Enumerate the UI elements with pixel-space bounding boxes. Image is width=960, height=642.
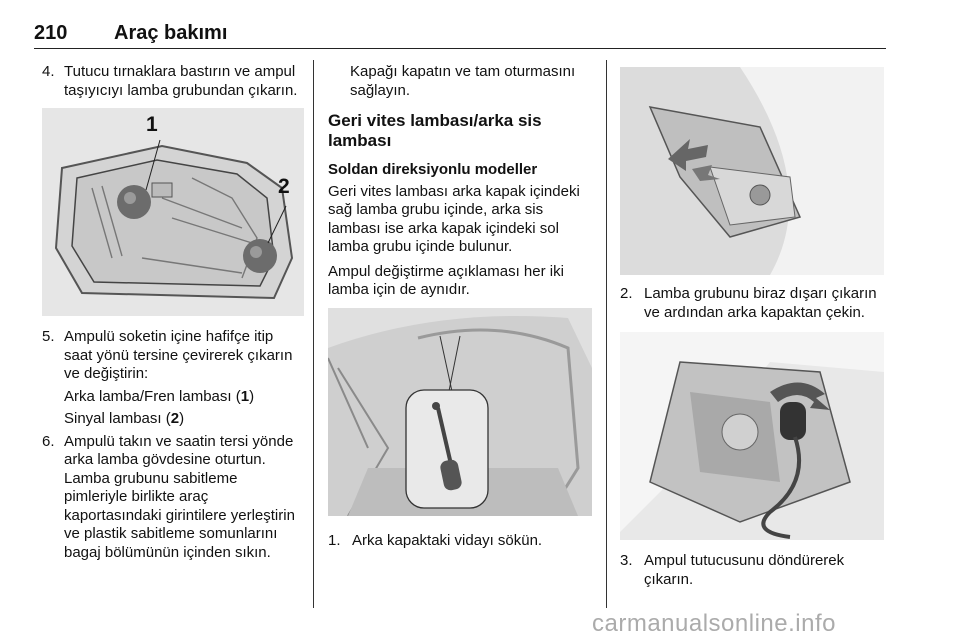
sub-item-1: Arka lamba/Fren lambası (1): [64, 387, 255, 405]
step-4: 4. Tutucu tırnaklara bastırın ve ampul taşıyıcıyı lamba grubundan çıkarın.: [42, 63, 298, 99]
paragraph-1: Geri vites lambası arka kapak içindeki sağ lamba grubu içinde, arka sis lambası ise arka kapak içindeki sol lamba grubu içinde bulunur.: [328, 182, 580, 255]
watermark: carmanualsonline.info: [592, 610, 836, 637]
page-header: [34, 22, 886, 49]
step-1: 1. Arka kapaktaki vidayı sökün.: [328, 531, 543, 549]
step-3: 3. Ampul tutucusunu döndürerek çıkarın.: [620, 552, 845, 588]
subheading: Soldan direksiyonlu modeller: [328, 161, 538, 178]
column-divider: [606, 60, 607, 608]
column-1: [42, 63, 304, 562]
column-3: [620, 63, 886, 589]
figure-tailgate-screw: [328, 308, 592, 516]
column-2: [328, 63, 594, 550]
figure-bulb-holder: [620, 332, 884, 540]
step-2: 2. Lamba grubunu biraz dışarı çıkarın ve ardından arka kapaktan çekin.: [620, 285, 877, 321]
figure-callout-1: 1: [146, 113, 158, 136]
column-divider: [313, 60, 314, 608]
continued-text: Kapağı kapatın ve tam oturmasını sağlayın.: [350, 63, 576, 99]
step-5: 5. Ampulü soketin içine hafifçe itip saat yönü tersine çevirerek çıkarın ve değiştirin:: [42, 328, 293, 382]
sub-item-2: Sinyal lambası (2): [64, 410, 185, 427]
section-heading: Geri vites lambası/arka sis lambası: [328, 111, 542, 150]
figure-callout-2: 2: [278, 175, 290, 198]
figure-bulb-carrier: [42, 108, 304, 316]
figure-lamp-removal: [620, 67, 884, 275]
page-number: 210: [34, 22, 68, 44]
page-title: Araç bakımı: [114, 22, 228, 44]
paragraph-2: Ampul değiştirme açıklaması her iki lamba için de aynıdır.: [328, 262, 564, 298]
step-6: 6. Ampulü takın ve saatin tersi yönde arka lamba gövdesine oturtun. Lamba grubunu sabitleme pimleriyle birlikte araç kaportasındaki girintilere yerleştirin ve plastik sabitleme somunlarını bagaj bölümünün içinden sıkın.: [42, 432, 295, 561]
